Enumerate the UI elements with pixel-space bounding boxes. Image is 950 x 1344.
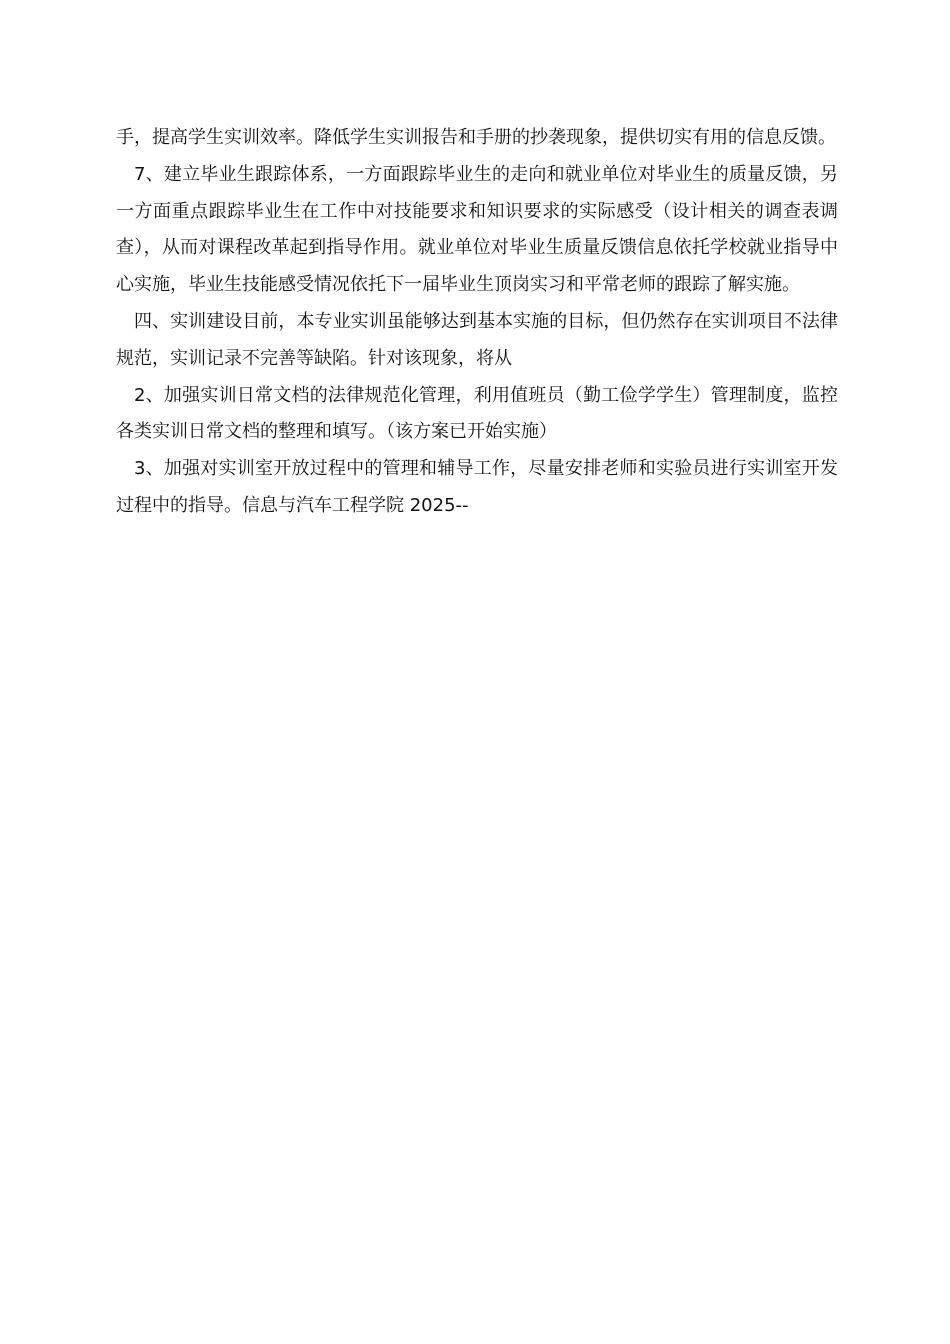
paragraph-item-3-lab-guidance: 3、加强对实训室开放过程中的管理和辅导工作，尽量安排老师和实验员进行实训室开发过程中的指导。信息与汽车工程学院 2025-- (116, 458, 838, 516)
document-body (116, 120, 838, 525)
paragraph-item-2-document-management: 2、加强实训日常文档的法律规范化管理，利用值班员（勤工俭学学生）管理制度，监控各类实训日常文档的整理和填写。（该方案已开始实施） (116, 384, 838, 443)
paragraph-item-7-graduate-tracking: 7、建立毕业生跟踪体系，一方面跟踪毕业生的走向和就业单位对毕业生的质量反馈，另一方面重点跟踪毕业生在工作中对技能要求和知识要求的实际感受（设计相关的调查表调查），从而对课程改革起到指导作用。就业单位对毕业生质量反馈信息依托学校就业指导中心实施，毕业生技能感受情况依托下一届毕业生顶岗实习和平常老师的跟踪了解实施。 (116, 163, 838, 296)
paragraph-continuation: 手，提高学生实训效率。降低学生实训报告和手册的抄袭现象，提供切实有用的信息反馈。 (116, 127, 836, 148)
paragraph-section-4-training-construction: 四、实训建设目前，本专业实训虽能够达到基本实施的目标，但仍然存在实训项目不法律规范，实训记录不完善等缺陷。针对该现象，将从 (116, 310, 838, 369)
